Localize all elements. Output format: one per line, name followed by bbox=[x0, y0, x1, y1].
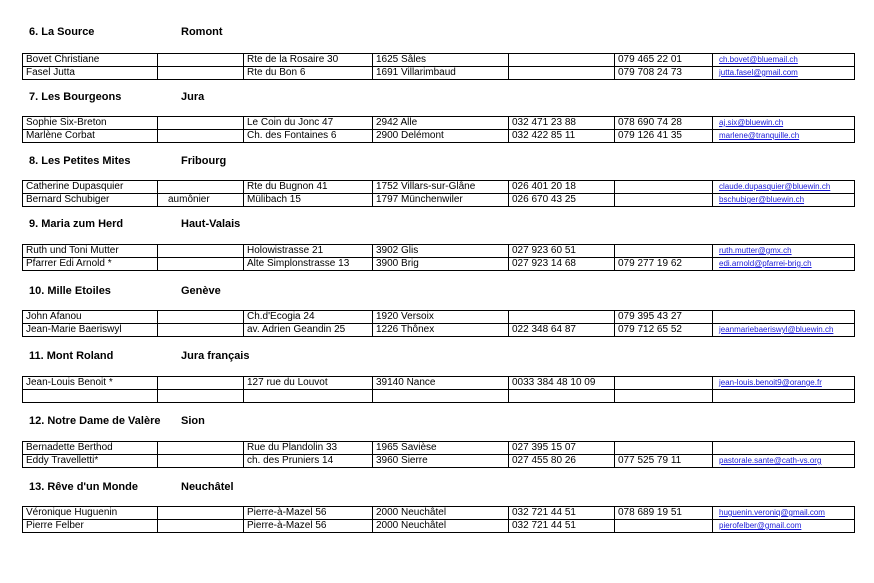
section-title bbox=[29, 285, 181, 297]
section-name: Mille Etoiles bbox=[44, 285, 111, 297]
contact-address: Pierre-à-Mazel 56 bbox=[244, 520, 373, 533]
contact-address: Holowistrasse 21 bbox=[244, 245, 373, 258]
contact-name: Marlène Corbat bbox=[23, 130, 158, 143]
contact-table bbox=[22, 376, 855, 403]
contact-address: Mülibach 15 bbox=[244, 194, 373, 207]
section-title bbox=[29, 26, 181, 38]
contact-name: Ruth und Toni Mutter bbox=[23, 245, 158, 258]
contact-table bbox=[22, 310, 855, 337]
contact-email bbox=[713, 442, 855, 455]
contact-address: Rte du Bugnon 41 bbox=[244, 181, 373, 194]
contact-email[interactable]: pierofelber@gmail.com bbox=[713, 520, 855, 533]
contact-row bbox=[23, 324, 855, 337]
section-region: Fribourg bbox=[181, 155, 227, 167]
contact-mobile: 079 126 41 35 bbox=[615, 130, 713, 143]
contact-email[interactable]: edi.arnold@pfarrei-brig.ch bbox=[713, 258, 855, 271]
section-number: 11. bbox=[29, 350, 44, 362]
contact-name: Bernard Schubiger bbox=[23, 194, 158, 207]
section-region: Jura bbox=[181, 91, 205, 103]
contact-mobile: 079 395 43 27 bbox=[615, 311, 713, 324]
contact-role bbox=[158, 390, 244, 403]
contact-mobile bbox=[615, 442, 713, 455]
section-number: 13. bbox=[29, 481, 45, 493]
contact-name: Jean-Louis Benoit * bbox=[23, 377, 158, 390]
contact-name: Eddy Travelletti* bbox=[23, 455, 158, 468]
section-title bbox=[29, 155, 181, 167]
contact-name: John Afanou bbox=[23, 311, 158, 324]
contact-row bbox=[23, 67, 855, 80]
contact-name: Pierre Felber bbox=[23, 520, 158, 533]
section-region: Sion bbox=[181, 415, 205, 427]
section-name: Notre Dame de Valère bbox=[44, 415, 161, 427]
contact-row bbox=[23, 377, 855, 390]
contact-role bbox=[158, 507, 244, 520]
contact-locality: 1797 Münchenwiler bbox=[373, 194, 509, 207]
contact-phone: 032 422 85 11 bbox=[509, 130, 615, 143]
contact-phone: 027 923 60 51 bbox=[509, 245, 615, 258]
contact-phone bbox=[509, 311, 615, 324]
contact-locality: 3960 Sierre bbox=[373, 455, 509, 468]
contact-email[interactable]: bschubiger@bluewin.ch bbox=[713, 194, 855, 207]
contact-row bbox=[23, 245, 855, 258]
contact-mobile: 078 689 19 51 bbox=[615, 507, 713, 520]
contact-table bbox=[22, 180, 855, 207]
contact-role: aumônier bbox=[158, 194, 244, 207]
contact-mobile bbox=[615, 390, 713, 403]
contact-locality: 2000 Neuchâtel bbox=[373, 507, 509, 520]
contact-phone bbox=[509, 390, 615, 403]
contact-locality: 1920 Versoix bbox=[373, 311, 509, 324]
contact-name: Fasel Jutta bbox=[23, 67, 158, 80]
contact-role bbox=[158, 520, 244, 533]
contact-email[interactable]: pastorale.sante@cath-vs.org bbox=[713, 455, 855, 468]
contact-locality: 3902 Glis bbox=[373, 245, 509, 258]
contact-phone: 0033 384 48 10 09 bbox=[509, 377, 615, 390]
section-heading bbox=[29, 26, 223, 42]
section-name: Mont Roland bbox=[43, 350, 114, 362]
contact-locality: 1752 Villars-sur-Glâne bbox=[373, 181, 509, 194]
contact-role bbox=[158, 377, 244, 390]
contact-mobile: 079 277 19 62 bbox=[615, 258, 713, 271]
contact-email[interactable]: ruth.mutter@gmx.ch bbox=[713, 245, 855, 258]
contact-row bbox=[23, 130, 855, 143]
contact-email[interactable]: ch.bovet@bluemail.ch bbox=[713, 54, 855, 67]
contact-locality: 2942 Alle bbox=[373, 117, 509, 130]
contact-email bbox=[713, 311, 855, 324]
contact-locality: 3900 Brig bbox=[373, 258, 509, 271]
section-heading bbox=[29, 350, 249, 366]
section-title bbox=[29, 481, 181, 493]
contact-mobile bbox=[615, 377, 713, 390]
section-number: 6. bbox=[29, 26, 39, 38]
contact-row bbox=[23, 442, 855, 455]
section-region: Jura français bbox=[181, 350, 250, 362]
contact-table bbox=[22, 53, 855, 80]
contact-name: Véronique Huguenin bbox=[23, 507, 158, 520]
section-heading bbox=[29, 155, 226, 171]
contact-locality: 1965 Savièse bbox=[373, 442, 509, 455]
contact-mobile: 077 525 79 11 bbox=[615, 455, 713, 468]
contact-role bbox=[158, 455, 244, 468]
section-number: 12. bbox=[29, 415, 45, 427]
contact-phone: 027 455 80 26 bbox=[509, 455, 615, 468]
section-region: Neuchâtel bbox=[181, 481, 234, 493]
contact-locality: 39140 Nance bbox=[373, 377, 509, 390]
section-name: Rêve d'un Monde bbox=[44, 481, 138, 493]
section-heading bbox=[29, 481, 234, 497]
contact-name: Jean-Marie Baeriswyl bbox=[23, 324, 158, 337]
contact-email[interactable]: jeanmariebaeriswyl@bluewin.ch bbox=[713, 324, 855, 337]
contact-address: Pierre-à-Mazel 56 bbox=[244, 507, 373, 520]
contact-name: Bernadette Berthod bbox=[23, 442, 158, 455]
section-title bbox=[29, 350, 181, 362]
contact-address: ch. des Pruniers 14 bbox=[244, 455, 373, 468]
contact-role bbox=[158, 311, 244, 324]
section-title bbox=[29, 218, 181, 230]
contact-name bbox=[23, 390, 158, 403]
contact-role bbox=[158, 442, 244, 455]
contact-mobile bbox=[615, 181, 713, 194]
section-name: Les Bourgeons bbox=[38, 91, 122, 103]
contact-mobile: 079 708 24 73 bbox=[615, 67, 713, 80]
contact-row bbox=[23, 258, 855, 271]
section-region: Genève bbox=[181, 285, 221, 297]
section-heading bbox=[29, 91, 204, 107]
contact-row bbox=[23, 117, 855, 130]
contact-phone bbox=[509, 54, 615, 67]
contact-role bbox=[158, 67, 244, 80]
contact-email[interactable]: huguenin.veroniq@gmail.com bbox=[713, 507, 855, 520]
contact-locality: 1226 Thônex bbox=[373, 324, 509, 337]
contact-mobile: 079 712 65 52 bbox=[615, 324, 713, 337]
section-title bbox=[29, 415, 181, 427]
contact-address: Alte Simplonstrasse 13 bbox=[244, 258, 373, 271]
contact-table bbox=[22, 116, 855, 143]
contact-locality: 1625 Sâles bbox=[373, 54, 509, 67]
section-region: Romont bbox=[181, 26, 223, 38]
contact-role bbox=[158, 258, 244, 271]
contact-row bbox=[23, 507, 855, 520]
contact-phone: 032 721 44 51 bbox=[509, 520, 615, 533]
contact-table bbox=[22, 506, 855, 533]
section-number: 7. bbox=[29, 91, 39, 103]
contact-phone: 032 721 44 51 bbox=[509, 507, 615, 520]
contact-phone: 027 395 15 07 bbox=[509, 442, 615, 455]
section-name: La Source bbox=[38, 26, 95, 38]
contact-mobile bbox=[615, 245, 713, 258]
section-name: Les Petites Mites bbox=[38, 155, 131, 167]
section-name: Maria zum Herd bbox=[38, 218, 124, 230]
section-number: 8. bbox=[29, 155, 39, 167]
contact-row bbox=[23, 455, 855, 468]
section-number: 9. bbox=[29, 218, 39, 230]
contact-phone: 032 471 23 88 bbox=[509, 117, 615, 130]
contact-phone: 026 670 43 25 bbox=[509, 194, 615, 207]
contact-name: Catherine Dupasquier bbox=[23, 181, 158, 194]
contact-email[interactable]: claude.dupasquier@bluewin.ch bbox=[713, 181, 855, 194]
contact-name: Pfarrer Edi Arnold * bbox=[23, 258, 158, 271]
contact-row bbox=[23, 181, 855, 194]
contact-address: 127 rue du Louvot bbox=[244, 377, 373, 390]
contact-role bbox=[158, 130, 244, 143]
contact-email[interactable]: jutta.fasel@gmail.com bbox=[713, 67, 855, 80]
contact-address: av. Adrien Geandin 25 bbox=[244, 324, 373, 337]
contact-row bbox=[23, 194, 855, 207]
contact-table bbox=[22, 244, 855, 271]
contact-table bbox=[22, 441, 855, 468]
contact-address: Le Coin du Jonc 47 bbox=[244, 117, 373, 130]
contact-email[interactable]: jean-louis.benoit9@orange.fr bbox=[713, 377, 855, 390]
contact-email[interactable]: aj.six@bluewin.ch bbox=[713, 117, 855, 130]
contact-role bbox=[158, 117, 244, 130]
contact-mobile: 079 465 22 01 bbox=[615, 54, 713, 67]
contact-mobile bbox=[615, 194, 713, 207]
contact-address: Rue du Plandolin 33 bbox=[244, 442, 373, 455]
contact-address: Rte du Bon 6 bbox=[244, 67, 373, 80]
contact-role bbox=[158, 324, 244, 337]
contact-address bbox=[244, 390, 373, 403]
contact-locality: 2900 Delémont bbox=[373, 130, 509, 143]
contact-phone: 026 401 20 18 bbox=[509, 181, 615, 194]
contact-mobile bbox=[615, 520, 713, 533]
contact-address: Ch. des Fontaines 6 bbox=[244, 130, 373, 143]
contact-name: Sophie Six-Breton bbox=[23, 117, 158, 130]
contact-role bbox=[158, 181, 244, 194]
contact-phone: 027 923 14 68 bbox=[509, 258, 615, 271]
contact-locality: 2000 Neuchâtel bbox=[373, 520, 509, 533]
contact-phone: 022 348 64 87 bbox=[509, 324, 615, 337]
contact-role bbox=[158, 54, 244, 67]
section-heading bbox=[29, 218, 240, 234]
contact-address: Rte de la Rosaire 30 bbox=[244, 54, 373, 67]
contact-name: Bovet Christiane bbox=[23, 54, 158, 67]
contact-row bbox=[23, 311, 855, 324]
section-heading bbox=[29, 285, 221, 301]
contact-row bbox=[23, 54, 855, 67]
contact-locality bbox=[373, 390, 509, 403]
section-region: Haut-Valais bbox=[181, 218, 241, 230]
contact-role bbox=[158, 245, 244, 258]
section-heading bbox=[29, 415, 205, 431]
section-number: 10. bbox=[29, 285, 45, 297]
contact-email bbox=[713, 390, 855, 403]
contact-row bbox=[23, 520, 855, 533]
contact-phone bbox=[509, 67, 615, 80]
contact-row bbox=[23, 390, 855, 403]
contact-mobile: 078 690 74 28 bbox=[615, 117, 713, 130]
contact-address: Ch.d'Ecogia 24 bbox=[244, 311, 373, 324]
section-title bbox=[29, 91, 181, 103]
contact-email[interactable]: marlene@tranquille.ch bbox=[713, 130, 855, 143]
contact-locality: 1691 Villarimbaud bbox=[373, 67, 509, 80]
